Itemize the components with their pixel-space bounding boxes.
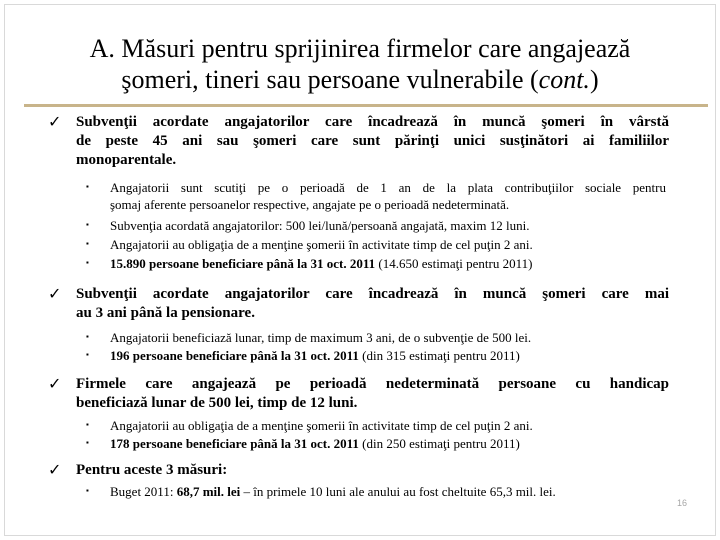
list-item — [110, 329, 666, 346]
heading-line: Firmele care angajează pe perioadă nedeterminată persoane cu handicap — [76, 376, 669, 392]
list-item-line — [110, 435, 666, 452]
list-item-line: şomaj aferente persoanelor respective, angajate pe o perioadă nedeterminată. — [110, 197, 510, 212]
list-item — [110, 435, 666, 452]
list-item — [110, 347, 666, 364]
list-item — [110, 179, 666, 213]
section-3-heading — [76, 375, 669, 413]
heading-line: monoparentale. — [76, 152, 177, 168]
list-item-line: Angajatorii sunt scutiţi pe o perioadă de 1 an de la plata contribuţiilor sociale pentru — [110, 180, 666, 195]
list-item — [110, 217, 666, 234]
list-item-line — [110, 483, 666, 500]
bullet-icon: ▪ — [86, 220, 89, 229]
list-item-pre: Buget 2011: — [110, 484, 177, 499]
title-line-2-text: şomeri, tineri sau persoane vulnerabile ( — [121, 65, 539, 94]
title-line-2-italic: cont. — [538, 65, 590, 94]
bullet-icon: ▪ — [86, 420, 89, 429]
checkmark-icon: ✓ — [48, 462, 62, 479]
list-item — [110, 255, 666, 272]
page-number: 16 — [677, 498, 688, 508]
list-item — [110, 483, 666, 500]
title-line-1: A. Măsuri pentru sprijinirea firmelor care angajează — [89, 34, 631, 63]
list-item-line: Subvenţia acordată angajatorilor: 500 lei/lună/persoană angajată, maxim 12 luni. — [110, 218, 530, 233]
heading-line: de peste 45 ani sau şomeri care sunt părinţi unici susţinători ai familiilor — [76, 133, 669, 149]
checkmark-icon: ✓ — [48, 286, 62, 303]
list-item-bold: 68,7 mil. lei — [176, 484, 241, 499]
list-item — [110, 236, 666, 253]
title-divider — [24, 104, 708, 107]
bullet-icon: ▪ — [86, 182, 89, 191]
heading-line: Pentru aceste 3 măsuri: — [76, 462, 228, 478]
list-item — [110, 417, 666, 434]
list-item-line: Angajatorii beneficiază lunar, timp de maximum 3 ani, de o subvenţie de 500 lei. — [110, 330, 532, 345]
list-item-bold: 196 persoane beneficiare până la 31 oct. 2011 — [110, 348, 359, 363]
list-item-line — [110, 255, 666, 272]
heading-line: au 3 ani până la pensionare. — [76, 305, 255, 321]
section-2-heading — [76, 285, 669, 323]
bullet-icon: ▪ — [86, 438, 89, 447]
list-item-line: Angajatorii au obligaţia de a menţine şomerii în activitate timp de cel puţin 2 ani. — [110, 237, 533, 252]
bullet-icon: ▪ — [86, 486, 89, 495]
section-4-heading — [76, 461, 669, 480]
heading-line: Subvenţii acordate angajatorilor care încadrează în muncă şomeri în vârstă — [76, 114, 669, 130]
bullet-icon: ▪ — [86, 350, 89, 359]
list-item-rest: (din 250 estimaţi pentru 2011) — [358, 436, 520, 451]
list-item-line: Angajatorii au obligaţia de a menţine şomerii în activitate timp de cel puţin 2 ani. — [110, 418, 533, 433]
list-item-rest: (14.650 estimaţi pentru 2011) — [375, 256, 533, 271]
title-line-2 — [14, 64, 706, 95]
bullet-icon: ▪ — [86, 332, 89, 341]
list-item-rest: (din 315 estimaţi pentru 2011) — [358, 348, 520, 363]
heading-line: beneficiază lunar de 500 lei, timp de 12 luni. — [76, 395, 358, 411]
heading-line: Subvenţii acordate angajatorilor care încadrează în muncă şomeri care mai — [76, 286, 669, 302]
section-1-heading — [76, 113, 669, 170]
checkmark-icon: ✓ — [48, 376, 62, 393]
bullet-icon: ▪ — [86, 239, 89, 248]
title-line-2-close: ) — [589, 65, 599, 94]
checkmark-icon: ✓ — [48, 114, 62, 131]
list-item-line — [110, 347, 666, 364]
list-item-bold: 178 persoane beneficiare până la 31 oct. 2011 — [110, 436, 359, 451]
bullet-icon: ▪ — [86, 258, 89, 267]
list-item-bold: 15.890 persoane beneficiare până la 31 oct. 2011 — [110, 256, 376, 271]
list-item-rest: – în primele 10 luni ale anului au fost cheltuite 65,3 mil. lei. — [240, 484, 556, 499]
